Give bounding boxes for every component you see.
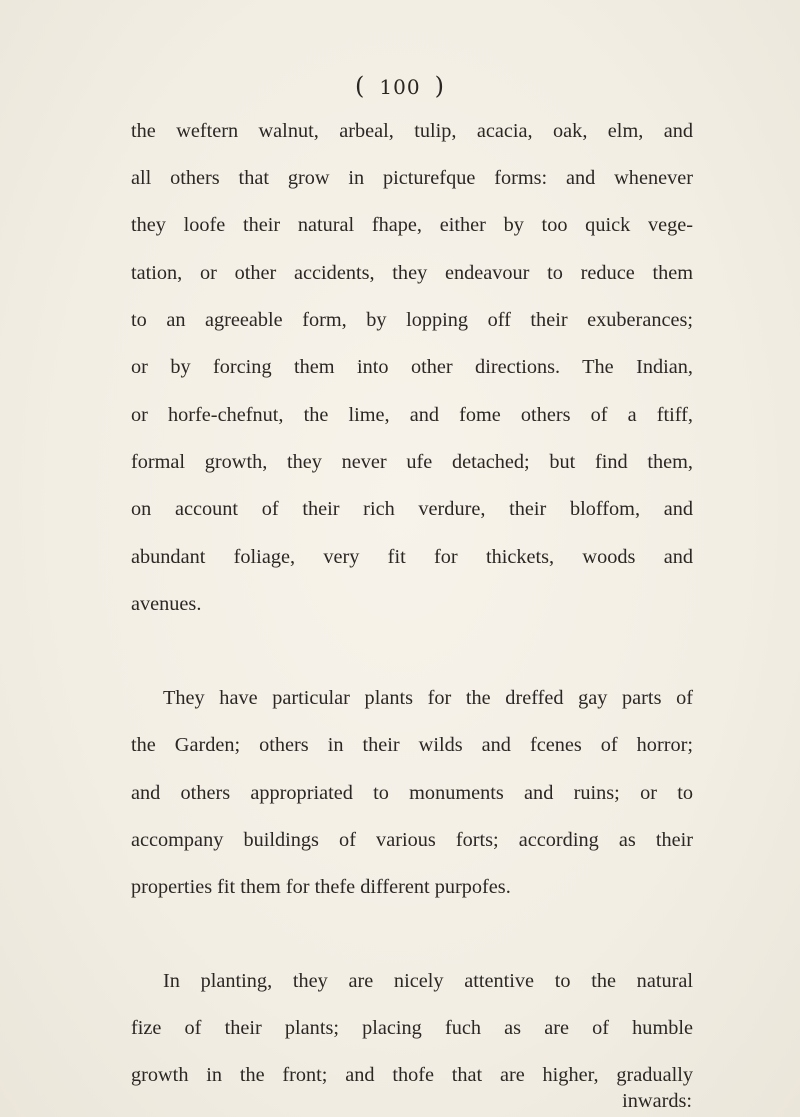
text-line: tation, or other accidents, they endeavour to reduce them xyxy=(131,262,693,284)
text-line: They have particular plants for the dreffed gay parts of xyxy=(163,687,693,709)
text-line: or horfe-chefnut, the lime, and fome others of a ftiff, xyxy=(131,404,693,426)
text-line: growth in the front; and thofe that are higher, gradually xyxy=(131,1064,693,1086)
text-line: abundant foliage, very fit for thickets, woods and xyxy=(131,546,693,568)
text-line: they loofe their natural fhape, either by too quick vege- xyxy=(131,214,693,236)
text-line: on account of their rich verdure, their bloffom, and xyxy=(131,498,693,520)
text-line: In planting, they are nicely attentive to the natural xyxy=(163,970,693,992)
text-line: all others that grow in picturefque forms: and whenever xyxy=(131,167,693,189)
page-number xyxy=(0,72,800,100)
text-line: the Garden; others in their wilds and fcenes of horror; xyxy=(131,734,693,756)
text-line: or by forcing them into other directions. The Indian, xyxy=(131,356,693,378)
text-line: and others appropriated to monuments and ruins; or to xyxy=(131,782,693,804)
text-line: properties fit them for thefe different purpofes. xyxy=(131,876,511,898)
page-number-value: 100 xyxy=(379,75,421,99)
page-number-open-paren: ( xyxy=(355,72,366,100)
text-line: to an agreeable form, by lopping off their exuberances; xyxy=(131,309,693,331)
catchword: inwards: xyxy=(622,1090,692,1112)
text-line: fize of their plants; placing fuch as are of humble xyxy=(131,1017,693,1039)
text-line: avenues. xyxy=(131,593,202,615)
text-line: formal growth, they never ufe detached; but find them, xyxy=(131,451,693,473)
text-line: accompany buildings of various forts; according as their xyxy=(131,829,693,851)
page-number-close-paren: ) xyxy=(434,72,445,100)
text-line: the weftern walnut, arbeal, tulip, acacia, oak, elm, and xyxy=(131,120,693,142)
